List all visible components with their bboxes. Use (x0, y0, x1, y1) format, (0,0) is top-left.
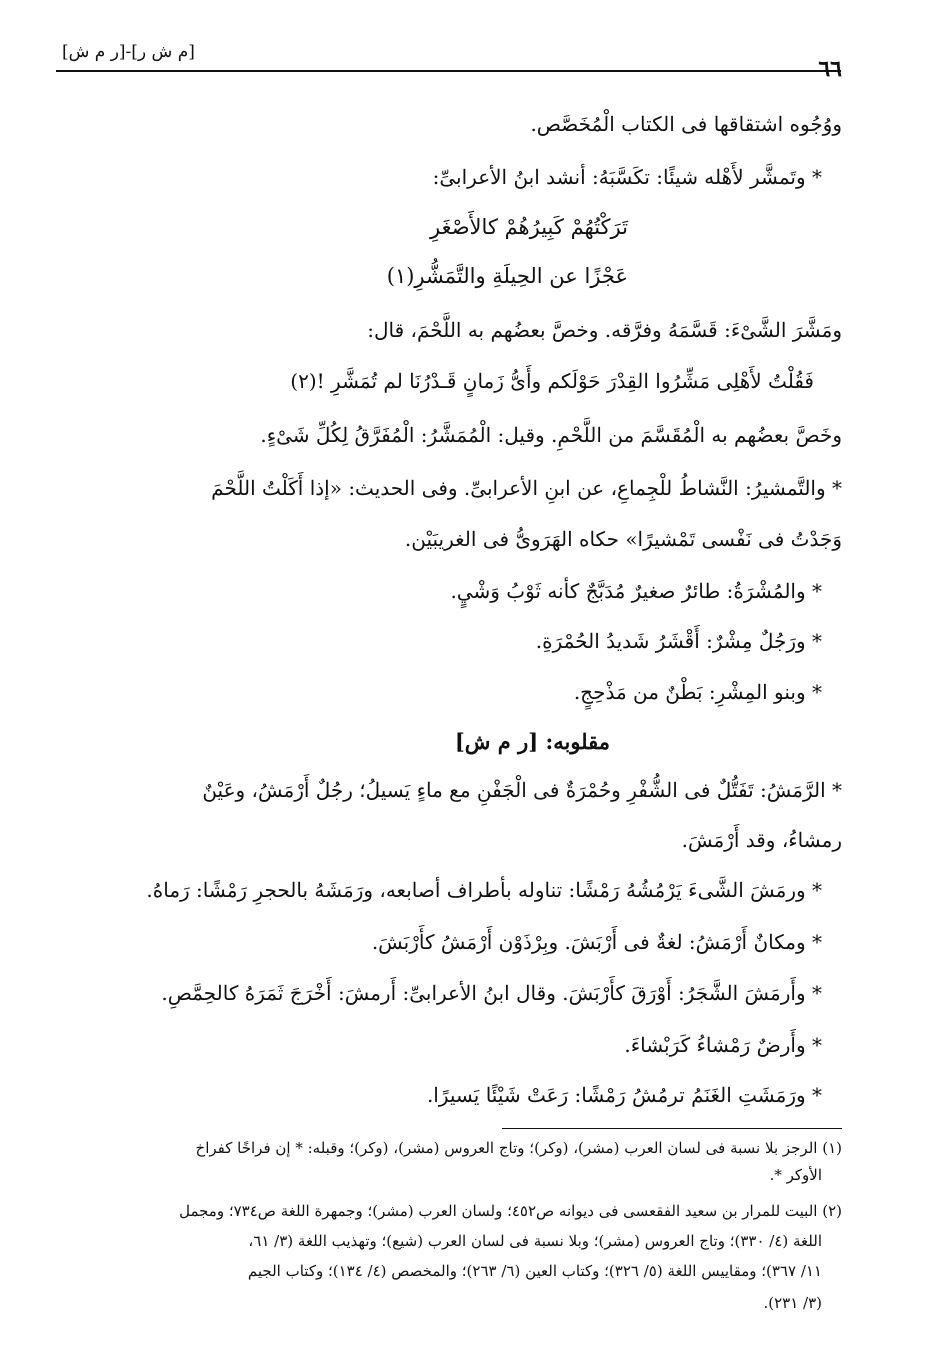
text-line: * وأَرمَشَ الشَّجَرُ: أَوْرَقَ كأَرْبَشَ. وقال ابنُ الأعرابىِّ: أَرمشَ: أَخْرَجَ ثَمَرَهُ كالحِمَّصِ. (161, 981, 822, 1005)
poem-verse: تَرَكْتُهُمْ كَبِيرُهُمْ كالأَصْغَرِ (429, 215, 628, 239)
header-divider (56, 70, 841, 72)
text-line: * ومكانٌ أَرْمَشُ: لغةٌ فى أَرْبَشَ. وبِرْذَوْن أَرْمَشُ كأَرْبَشَ. (371, 930, 822, 954)
text-line: * وتَمشَّر لأَهْله شيئًا: تكَسَّبَهُ: أنشد ابنُ الأعرابىِّ: (432, 165, 822, 189)
entry-range-header: [م ش ر]-[ر م ش] (62, 42, 195, 62)
text-line: * ورَجُلٌ مِشْرٌ: أَقْشَرُ شَديدُ الحُمْرَةِ. (535, 629, 822, 653)
text-line: * وأَرضٌ رَمْشاءُ كَرَبْشاءَ. (624, 1033, 822, 1057)
footnote-divider (502, 1128, 842, 1129)
text-line: رمشاءُ، وقد أَرْمَشَ. (681, 828, 842, 852)
text-line: ووُجُوه اشتقاقها فى الكتاب الْمُخَصَّص. (530, 112, 842, 136)
text-line: ومَشَّرَ الشَّىْءَ: قَسَّمَهُ وفرَّقه. وخصَّ بعضُهم به اللَّحْمَ، قال: (367, 318, 842, 342)
text-line: وخَصَّ بعضُهم به الْمُقَسَّمَ من اللَّحْمِ. وقيل: الْمُمَشَّرُ: الْمُفَرَّقُ لِكُلِّ شَىْءٍ. (260, 423, 842, 447)
text-line: * وبنو المِشْرِ: بَطْنٌ من مَذْحِجٍ. (573, 680, 822, 704)
poem-verse: عَجْزًا عن الحِيلَةِ والتَّمَشُّرِ(١) (386, 264, 628, 288)
text-line: وَجَدْتُ فى نَفْسى تَمْشيرًا» حكاه الهَرَوىُّ فى الغريبَيْن. (404, 527, 842, 551)
text-line: * ورمَشَ الشَّىءَ يَرْمُشُهُ رَمْشًا: تناوله بأطراف أصابعه، ورَمَشَهُ بالحجرِ رَمْشًا: رَماهُ. (146, 878, 822, 902)
footnote-line: (١) الرجز بلا نسبة فى لسان العرب (مشر)، (وكر)؛ وتاج العروس (مشر)، (وكر)؛ وقبله: * إن فراخًا كفراخ (195, 1139, 842, 1157)
footnote-line: اللغة (٤/ ٣٣٠)؛ وتاج العروس (مشر)؛ وبلا نسبة فى لسان العرب (شيع)؛ وتهذيب اللغة (٣/ ٦١، (248, 1232, 822, 1250)
text-line: * ورَمَشَتِ الغَنَمُ ترمُشُ رَمْشًا: رَعَتْ شَيْئًا يَسيرًا. (426, 1083, 822, 1107)
footnote-line: (٣/ ٢٣١). (763, 1294, 822, 1312)
section-heading: مقلوبه: [ر م ش] (454, 729, 610, 754)
text-line: * والمُشْرَةُ: طائرٌ صغيرٌ مُدَبَّجٌ كأنه ثَوْبُ وَشْيٍ. (450, 579, 822, 603)
footnote-line: (٢) البيت للمرار بن سعيد الفقعسى فى ديوانه ص٤٥٢؛ ولسان العرب (مشر)؛ وجمهرة اللغة ص٧٣٤؛ ومجمل (179, 1202, 842, 1220)
text-line: * الرَّمَشُ: تَفَتُّلٌ فى الشُّفْرِ وحُمْرَةٌ فى الْجَفْنِ مع ماءٍ يَسيلُ؛ رجُلٌ أَرْمَشُ، وعَيْنٌ (202, 778, 842, 802)
footnote-line: ١١/ ٣٦٧)؛ ومقاييس اللغة (٥/ ٣٢٦)؛ وكتاب العين (٦/ ٢٦٣)؛ والمخصص (٤/ ١٣٤)؛ وكتاب الجيم (247, 1262, 822, 1280)
poem-verse: فَقُلْتُ لأَهْلِى مَشِّرُوا القِدْرَ حَوْلَكم وأَىُّ زَمانٍ قَـدْرُنَا لم تُمَشَّرِ !(٢) (290, 369, 814, 393)
footnote-line: الأوكر *. (769, 1166, 822, 1184)
page-number: ٦٦ (818, 56, 842, 82)
text-line: * والتَّمشيرُ: النَّشاطُ للْجِماعِ، عن ابنِ الأعرابىِّ. وفى الحديث: «إذا أَكَلْتُ اللَّحْمَ (211, 476, 842, 500)
